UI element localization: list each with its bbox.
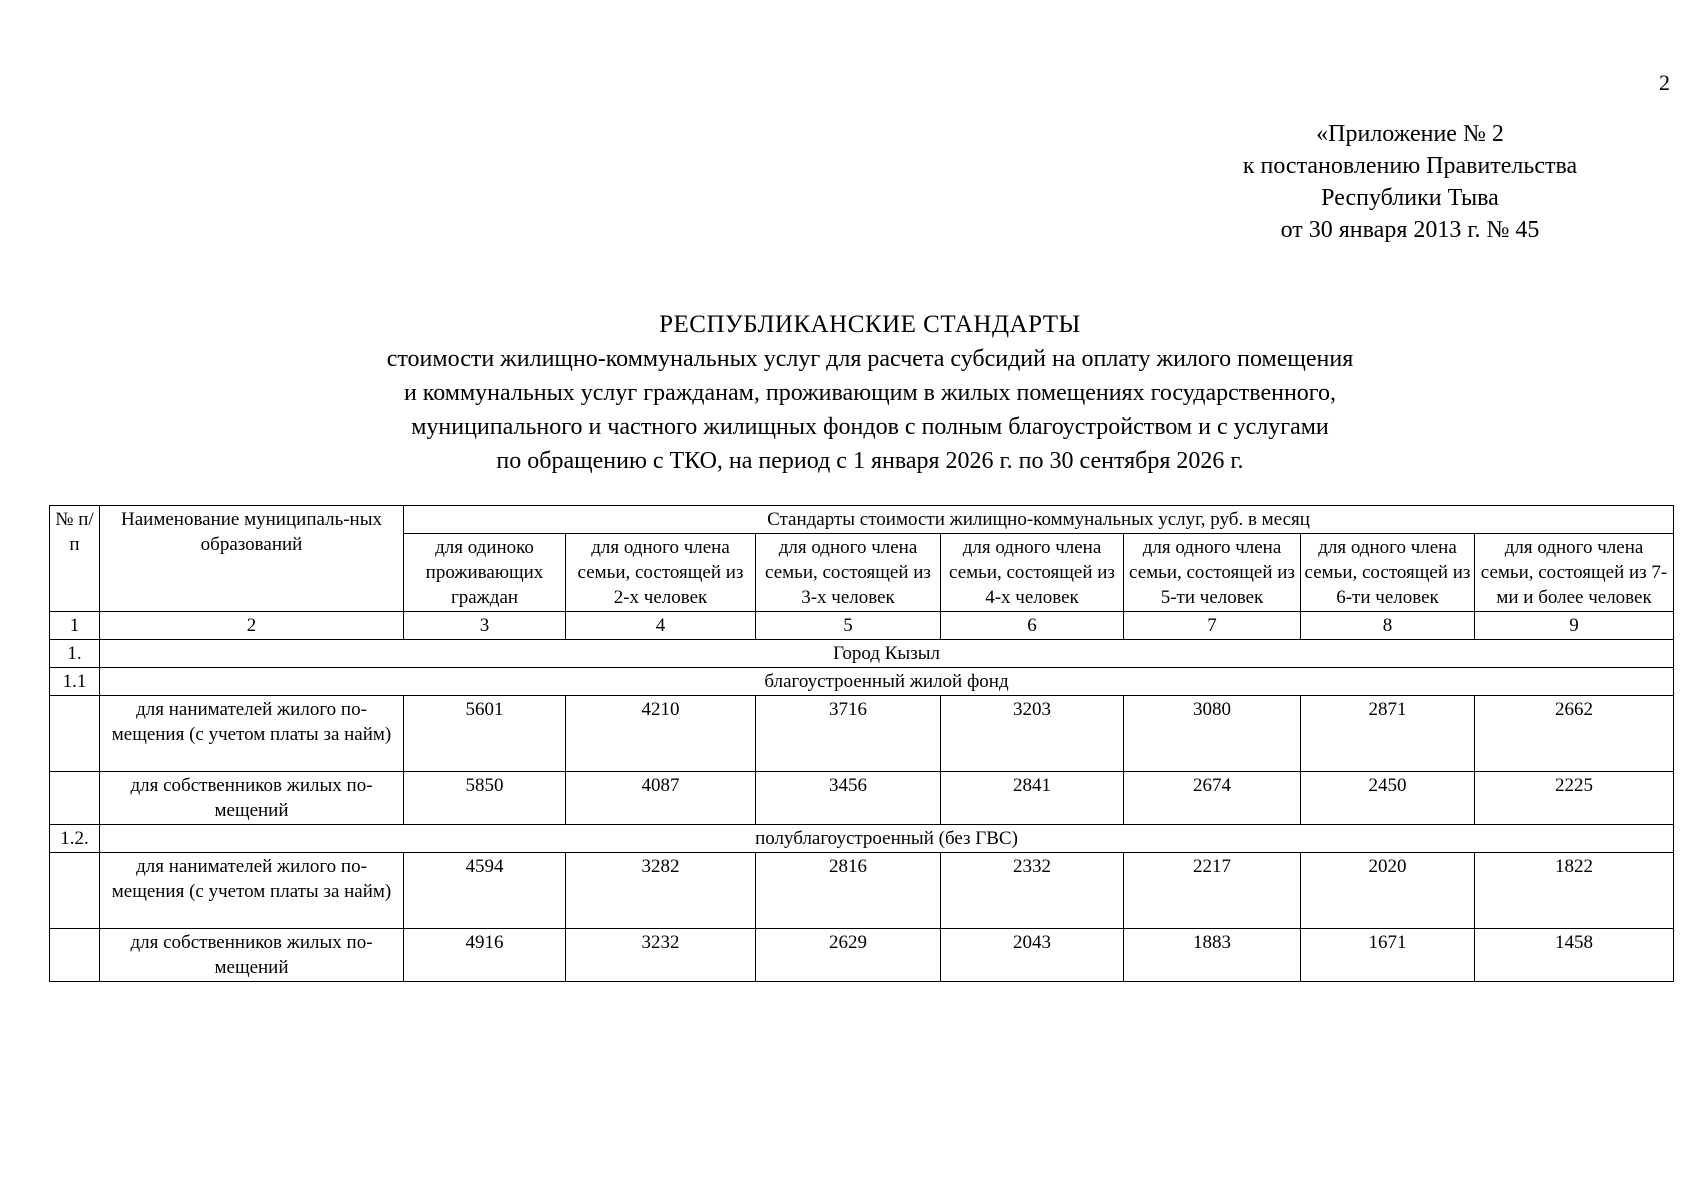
row-number-cell xyxy=(50,696,100,772)
value-cell: 1883 xyxy=(1124,929,1301,982)
title-subline: по обращению с ТКО, на период с 1 января 2026 г. по 30 сентября 2026 г. xyxy=(496,448,1244,474)
value-cell: 2871 xyxy=(1301,696,1475,772)
column-number: 1 xyxy=(50,612,100,640)
value-cell: 4594 xyxy=(404,853,566,929)
section-number: 1. xyxy=(50,640,100,668)
column-number: 3 xyxy=(404,612,566,640)
subheader-cell: для одного члена семьи, состоящей из 4-х человек xyxy=(941,534,1124,612)
table-row xyxy=(50,696,1674,772)
column-number: 5 xyxy=(756,612,941,640)
column-number: 4 xyxy=(566,612,756,640)
row-name: для собственников жилых по-мещений xyxy=(100,772,404,825)
table-row xyxy=(50,853,1674,929)
value-cell: 4210 xyxy=(566,696,756,772)
value-cell: 3456 xyxy=(756,772,941,825)
value-cell: 5601 xyxy=(404,696,566,772)
subheader-cell: для одного члена семьи, состоящей из 6-ти человек xyxy=(1301,534,1475,612)
standards-table xyxy=(49,505,1674,982)
column-number: 8 xyxy=(1301,612,1475,640)
column-number: 7 xyxy=(1124,612,1301,640)
value-cell: 1671 xyxy=(1301,929,1475,982)
value-cell: 2450 xyxy=(1301,772,1475,825)
appendix-line: к постановлению Правительства xyxy=(1242,153,1578,179)
row-name: для собственников жилых по-мещений xyxy=(100,929,404,982)
subheader-cell: для одного члена семьи, состоящей из 5-ти человек xyxy=(1124,534,1301,612)
col-name-header: Наименование муниципаль-ных образований xyxy=(100,506,404,612)
subheader-cell: для одного члена семьи, состоящей из 7-ми и более человек xyxy=(1475,534,1674,612)
column-number-row xyxy=(50,612,1674,640)
value-cell: 3080 xyxy=(1124,696,1301,772)
value-cell: 4916 xyxy=(404,929,566,982)
subheader-cell: для одного члена семьи, состоящей из 2-х человек xyxy=(566,534,756,612)
row-number-cell xyxy=(50,772,100,825)
value-cell: 2225 xyxy=(1475,772,1674,825)
row-name: для нанимателей жилого по-мещения (с учетом платы за найм) xyxy=(100,696,404,772)
title-subline: стоимости жилищно-коммунальных услуг для расчета субсидий на оплату жилого помещения xyxy=(386,346,1354,372)
subheader-cell: для одного члена семьи, состоящей из 3-х человек xyxy=(756,534,941,612)
value-cell: 5850 xyxy=(404,772,566,825)
value-cell: 2816 xyxy=(756,853,941,929)
row-number-cell xyxy=(50,929,100,982)
title-subline: и коммунальных услуг гражданам, проживающим в жилых помещениях государственного, xyxy=(403,380,1337,406)
value-cell: 3716 xyxy=(756,696,941,772)
value-cell: 3232 xyxy=(566,929,756,982)
value-cell: 4087 xyxy=(566,772,756,825)
table-row xyxy=(50,772,1674,825)
subheader-cell: для одиноко проживающих граждан xyxy=(404,534,566,612)
column-number: 6 xyxy=(941,612,1124,640)
value-cell: 1458 xyxy=(1475,929,1674,982)
value-cell: 1822 xyxy=(1475,853,1674,929)
section-row xyxy=(50,640,1674,668)
subsection-label: полублагоустроенный (без ГВС) xyxy=(100,825,1674,853)
value-cell: 2674 xyxy=(1124,772,1301,825)
row-number-cell xyxy=(50,853,100,929)
appendix-line: «Приложение № 2 xyxy=(1316,121,1504,147)
column-number: 9 xyxy=(1475,612,1674,640)
group-header: Стандарты стоимости жилищно-коммунальных услуг, руб. в месяц xyxy=(404,506,1674,534)
value-cell: 2841 xyxy=(941,772,1124,825)
subsection-label: благоустроенный жилой фонд xyxy=(100,668,1674,696)
subsection-row xyxy=(50,825,1674,853)
value-cell: 2629 xyxy=(756,929,941,982)
appendix-line: Республики Тыва xyxy=(1321,185,1499,211)
table-row xyxy=(50,929,1674,982)
value-cell: 3282 xyxy=(566,853,756,929)
subsection-row xyxy=(50,668,1674,696)
column-number: 2 xyxy=(100,612,404,640)
value-cell: 2662 xyxy=(1475,696,1674,772)
value-cell: 2217 xyxy=(1124,853,1301,929)
section-label: Город Кызыл xyxy=(100,640,1674,668)
title-subline: муниципального и частного жилищных фондов с полным благоустройством и с услугами xyxy=(411,414,1329,440)
appendix-line: от 30 января 2013 г. № 45 xyxy=(1280,217,1540,243)
title-main: РЕСПУБЛИКАНСКИЕ СТАНДАРТЫ xyxy=(659,311,1081,338)
value-cell: 2332 xyxy=(941,853,1124,929)
row-name: для нанимателей жилого по-мещения (с учетом платы за найм) xyxy=(100,853,404,929)
value-cell: 2043 xyxy=(941,929,1124,982)
subsection-number: 1.1 xyxy=(50,668,100,696)
document-title xyxy=(200,308,1540,478)
col-num-header: № п/п xyxy=(50,506,100,612)
appendix-reference xyxy=(1180,118,1640,246)
page-number: 2 xyxy=(1659,70,1670,95)
value-cell: 2020 xyxy=(1301,853,1475,929)
header-row xyxy=(50,506,1674,534)
value-cell: 3203 xyxy=(941,696,1124,772)
subsection-number: 1.2. xyxy=(50,825,100,853)
